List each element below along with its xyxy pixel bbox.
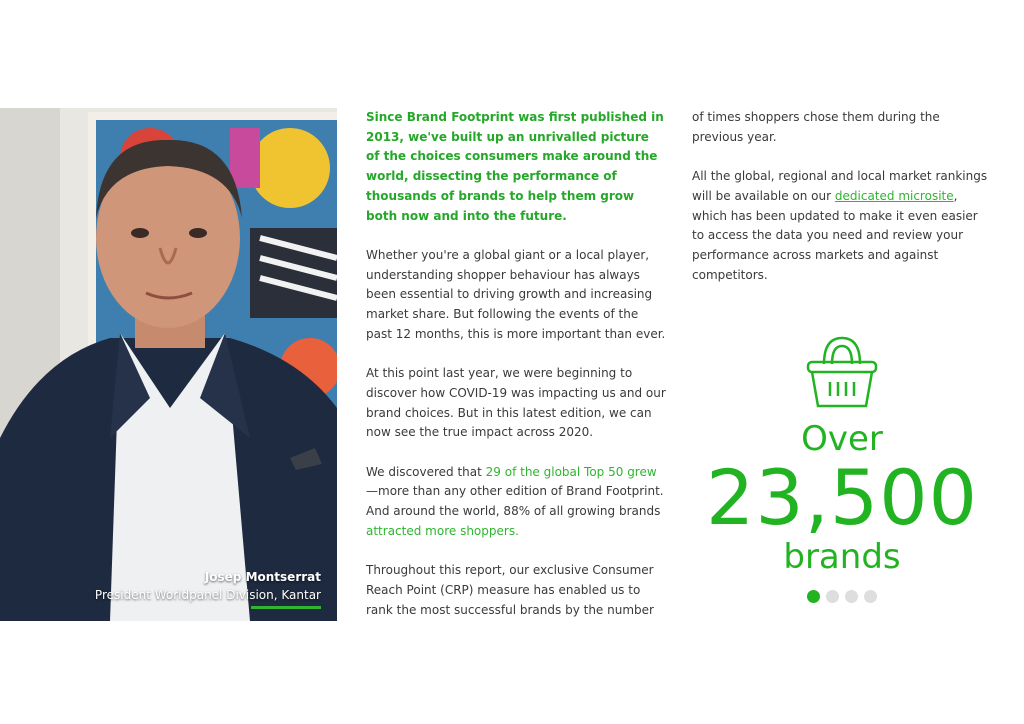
paragraph-5: Throughout this report, our exclusive Consumer Reach Point (CRP) measure has enabled us to rank the most successful brands by the number [366,563,654,617]
pager-dot-3[interactable] [845,590,858,603]
pager-dot-1[interactable] [807,590,820,603]
paragraph-3: At this point last year, we were beginning to discover how COVID-19 was impacting us and our brand choices. But in this latest edition, we can now see the true impact across 2020. [366,366,666,440]
top50-link[interactable]: 29 of the global Top 50 grew [485,464,657,479]
p7-text-a: All the global, regional and local market rankings will be available on our [692,169,988,203]
lead-paragraph: Since Brand Footprint was first published in 2013, we've built up an unrivalled picture of the choices consumers make around the world, dissecting the performance of thousands of brands to help them grow both now and into the future. [366,110,664,223]
stat-number: 23,500 [706,453,978,542]
caption-underline [251,606,321,609]
stat-unit: brands [783,537,901,577]
text-column-right [692,108,992,305]
shopping-basket-icon [802,330,882,410]
p4-text-b: —more than any other edition of Brand Footprint. And around the world, 88% of all growing brands [366,484,664,519]
photo-caption [95,568,321,609]
paragraph-2: Whether you're a global giant or a local player, understanding shopper behaviour has always been essential to driving growth and increasing market share. But following the events of the past 12 months, this is more important than ever. [366,247,666,341]
paragraph-4 [366,463,666,542]
pager-dot-2[interactable] [826,590,839,603]
pager-dots [692,590,992,603]
shoppers-link[interactable]: attracted more shoppers. [366,523,519,538]
p7-text-b: , which has been updated to make it even easier to access the data you need and review your performance across markets and against competitors. [692,188,978,282]
microsite-link[interactable]: dedicated microsite [834,188,954,203]
paragraph-6: of times shoppers chose them during the previous year. [692,110,940,144]
text-column-left [366,108,666,640]
portrait-illustration [0,108,337,621]
p4-text-a: We discovered that [366,464,486,479]
caption-name: Josep Montserrat [204,570,321,584]
stat-over-label: Over [801,419,883,459]
portrait-photo [0,108,337,621]
pager-dot-4[interactable] [864,590,877,603]
paragraph-7 [692,167,992,285]
stat-callout [692,330,992,603]
caption-role: President Worldpanel Division, Kantar [94,588,321,602]
